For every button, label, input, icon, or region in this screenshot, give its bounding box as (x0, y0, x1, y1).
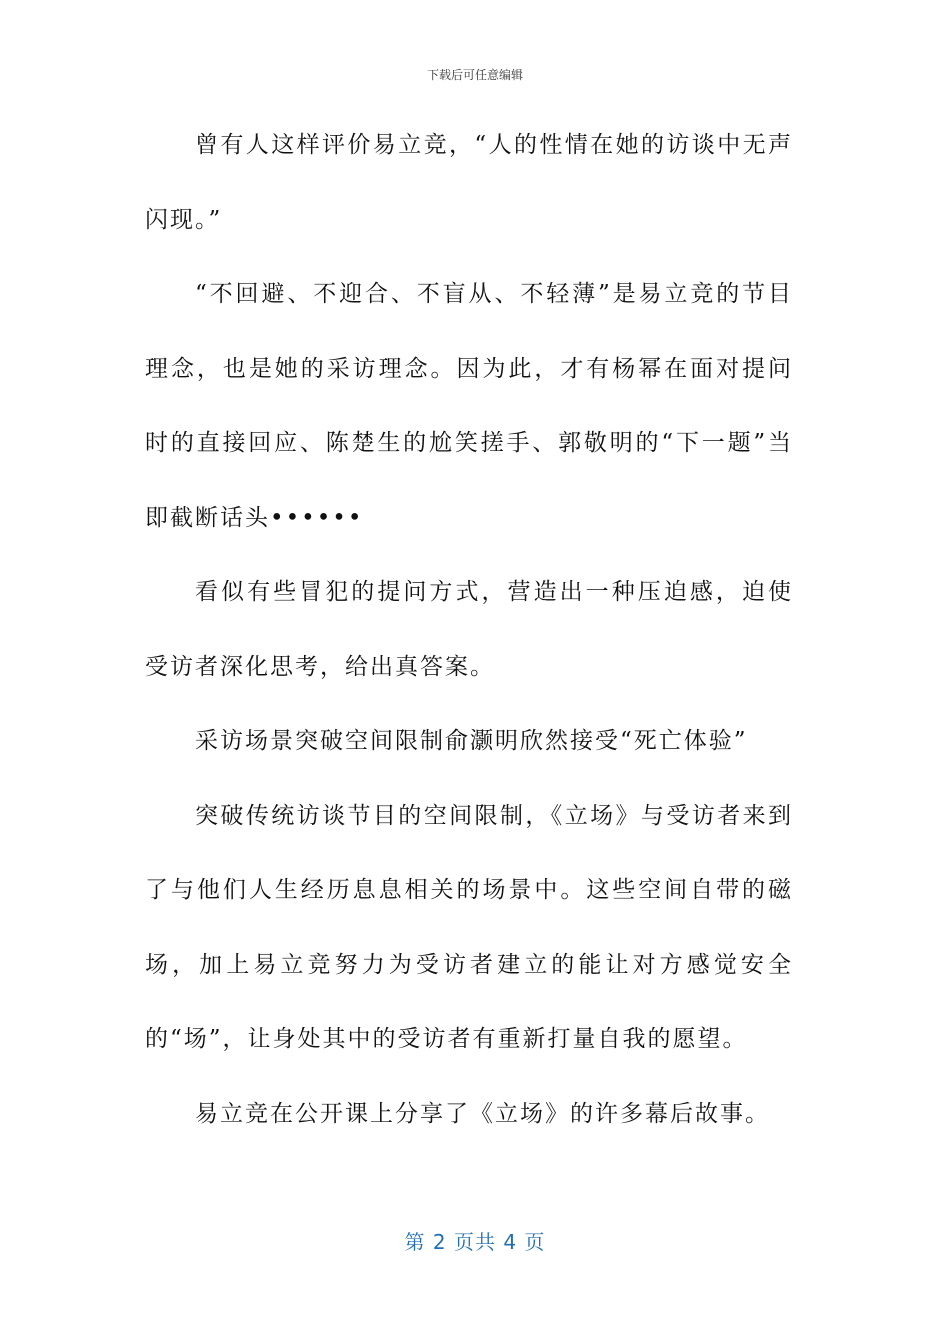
page-number-footer: 第 2 页共 4 页 (404, 1230, 546, 1254)
document-body (145, 108, 793, 1151)
paragraph-1: 曾有人这样评价易立竞，“人的性情在她的访谈中无声闪现。” (145, 132, 793, 233)
paragraph-3: 看似有些冒犯的提问方式，营造出一种压迫感，迫使受访者深化思考，给出真答案。 (145, 579, 793, 680)
paragraph-5: 突破传统访谈节目的空间限制，《立场》与受访者来到了与他们人生经历息息相关的场景中。这些空间自带的磁场，加上易立竞努力为受访者建立的能让对方感觉安全的“场”，让身处其中的受访者有重新打量自我的愿望。 (145, 802, 793, 1052)
paragraph-6: 易立竞在公开课上分享了《立场》的许多幕后故事。 (195, 1100, 770, 1127)
page-header: 下载后可任意编辑 (426, 68, 523, 82)
paragraph-4: 采访场景突破空间限制俞灏明欣然接受“死亡体验” (195, 728, 748, 754)
paragraph-2: “不回避、不迎合、不盲从、不轻薄”是易立竞的节目理念，也是她的采访理念。因为此，才有杨幂在面对提问时的直接回应、陈楚生的尬笑搓手、郭敬明的“下一题”当即截断话头•••••• (145, 281, 793, 531)
